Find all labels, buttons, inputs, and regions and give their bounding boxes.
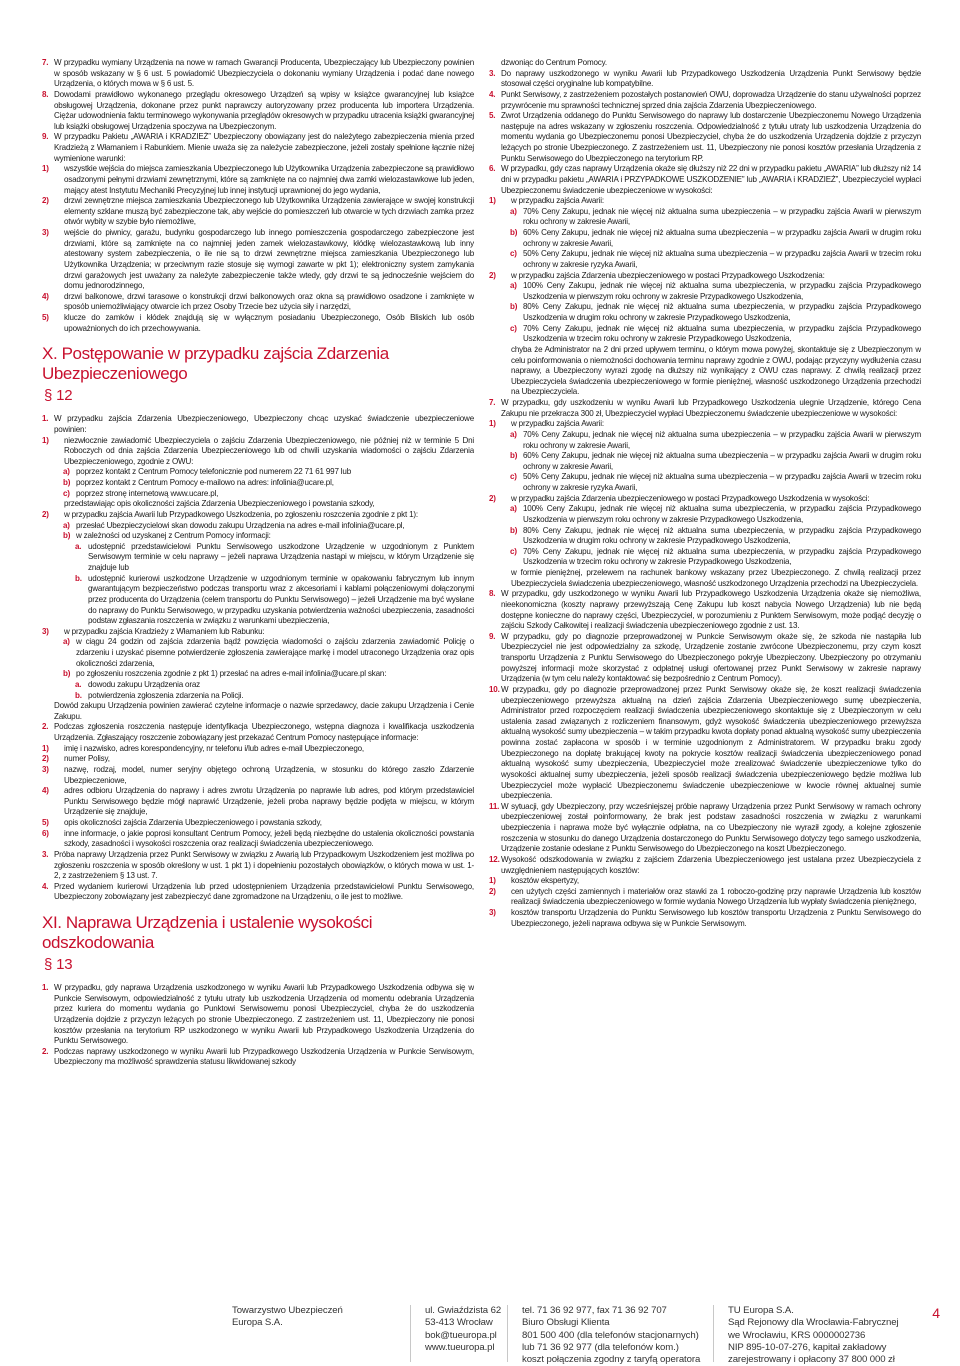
clause-number: a)	[510, 504, 517, 514]
clause	[489, 69, 921, 90]
clause	[42, 1047, 474, 1068]
clause	[489, 632, 921, 685]
clause-number: 2)	[42, 754, 49, 764]
clause-text: kosztów transportu Urządzenia do Punktu Serwisowego lub kosztów transportu Urządzenia z Punktu Serwisowego do Ubezpieczonego, jeżeli naprawa odbywa się w Punkcie Serwisowym.	[511, 908, 921, 928]
clause-number: b)	[63, 669, 71, 679]
clause	[489, 908, 921, 929]
footer-contact-line: 801 500 400 (dla telefonów stacjonarnych)	[522, 1329, 699, 1341]
clause-number: 7.	[42, 58, 49, 67]
clause-number: 3)	[42, 626, 49, 636]
clause-number: 2)	[42, 196, 49, 206]
clause	[42, 627, 474, 638]
footer-registry-line: TU Europa S.A.	[728, 1305, 794, 1316]
clause-text: Podczas naprawy uszkodzonego w wyniku Awarii lub Przypadkowego Uszkodzenia Urządzenia w Punkcie Serwisowym, Ubezpieczony ma możliwość sprawdzenia statusu likwidowanej szkody	[54, 1046, 474, 1067]
clause	[42, 786, 474, 818]
clause	[489, 430, 921, 451]
clause	[42, 818, 474, 829]
clause-text: cen użytych części zamiennych i materiałów oraz stawki za 1 roboczo-godzinę przy naprawie Urządzenia lub kosztów realizacji świadczenia ubezpieczeniowego w formie wydania Nowego Urządzenia lub wypłaty świadczenia pieniężnego,	[511, 886, 921, 907]
clause	[489, 58, 921, 69]
clause	[42, 754, 474, 765]
clause-text: w przypadku zajścia Kradzieży z Włamaniem lub Rabunku:	[64, 626, 265, 636]
clause-number: 6.	[489, 164, 496, 174]
clause-number: 1)	[489, 196, 496, 206]
clause-text: inne informacje, o jakie poprosi konsultant Centrum Pomocy, jeżeli będą niezbędne do ustalenia okoliczności powstania szkody, zasadności i wysokości roszczenia oraz realizacji świadczenia ubezpieczeniowego.	[64, 828, 474, 849]
clause-number: c)	[510, 472, 517, 482]
paragraph-number: § 13	[44, 956, 73, 973]
clause-text: klucze do zamków i kłódek znajdują się w wyłącznym posiadaniu Ubezpieczonego, Osób Bliskich lub osób upoważnionych do ich przechowywania.	[64, 313, 474, 333]
clause	[489, 345, 921, 398]
clause-text: W przypadku wymiany Urządzenia na nowe w ramach Gwarancji Producenta, Ubezpieczający lub Ubezpieczony powinien w sposób wskazany w § 6 ust. 5 powiadomić Ubezpieczyciela o dokonaniu wymiany Urządzenia i podać dane nowego Urządzenia, o których mowa w § 6 ust. 5.	[54, 58, 474, 89]
clause	[42, 680, 474, 691]
clause	[42, 58, 474, 90]
clause	[42, 574, 474, 627]
clause-text: 70% Ceny Zakupu, jednak nie więcej niż aktualna suma ubezpieczenia – w przypadku zajścia Awarii w pierwszym roku ochrony w zakresie Awarii,	[523, 429, 921, 450]
clause	[42, 510, 474, 521]
footer-registry-line: Sąd Rejonowy dla Wrocławia-Fabrycznej	[728, 1317, 899, 1329]
clause-number: 12.	[489, 854, 500, 864]
clause-number: 1)	[42, 435, 49, 445]
clause	[42, 164, 474, 196]
clause-number: 3)	[489, 908, 496, 917]
clause-number: 1)	[42, 743, 49, 753]
clause-number: b.	[75, 573, 82, 583]
clause-text: Dowodami prawidłowo wykonanego przeglądu okresowego Urządzeń są wpisy w książce gwarancyjnej lub książce obsługowej Urządzenia, dokonane przez punkt naprawczy autoryzowany przez producenta lub importera Urządzenia. Ciężar udowodnienia faktu terminowego wykonywania przeglądów okresowych w przypadku utracenia książki gwarancyjnej lub książki obsługowej Urządzenia spoczywa na Ubezpieczonym.	[54, 89, 474, 131]
clause-number: 3.	[489, 68, 496, 78]
clause-text: przesłać Ubezpieczycielowi skan dowodu zakupu Urządzenia na adres e-mail infolinia@ucare.pl,	[76, 520, 405, 530]
clause-text: W przypadku, gdy czas naprawy Urządzenia okaże się dłuższy niż 22 dni w przypadku pakietu „AWARIA” lub dłuższy niż 14 dni w przypadku pakietu „AWARIA i PRZYPADKOWE USZKODZENIE” lub „AWARIA i KRADZIEŻ”, Ubezpieczyciel wypłaci Ubezpieczonemu świadczenie ubezpieczeniowe w wysokości:	[501, 164, 921, 195]
clause	[42, 90, 474, 133]
footer-company	[232, 1305, 343, 1330]
right-column	[489, 58, 921, 1283]
clause-text: numer Polisy,	[64, 754, 110, 764]
clause	[42, 228, 474, 292]
clause-number: c)	[63, 488, 70, 498]
clause-number: b)	[510, 451, 518, 461]
footer-registry-line: zarejestrowany i opłacony 37 800 000 zł	[728, 1354, 895, 1366]
clause-text: dzwoniąc do Centrum Pomocy.	[501, 58, 607, 67]
clause	[489, 855, 921, 876]
clause-text: 60% Ceny Zakupu, jednak nie więcej niż aktualna suma ubezpieczenia – w przypadku zajścia Awarii w drugim roku ochrony w zakresie Awarii,	[523, 451, 921, 471]
clause-text: Zwrot Urządzenia oddanego do Punktu Serwisowego do naprawy lub dostarczenie Ubezpieczonemu Nowego Urządzenia następuje na adres wskazany w zgłoszeniu roszczenia. Odpowiedzialność z tytułu utraty lub uszkodzenia Urządzenia do momentu wydania go Ubezpieczonemu ponosi Ubezpieczyciel, chyba że do uszkodzenia Urządzenia dojdzie z przyczyn leżących po stronie Ubezpieczonego. Z zastrzeżeniem ust. 11, Ubezpieczony nie ponosi kosztów przesłania Urządzenia z Punktu Serwisowego do Ubezpieczonego na terytorium RP.	[501, 111, 921, 163]
clause	[42, 850, 474, 882]
clause	[42, 983, 474, 1047]
paragraph-number: § 12	[44, 387, 73, 405]
clause	[489, 685, 921, 802]
clause	[489, 271, 921, 282]
footer-contact-line: koszt połączenia zgodny z taryfą operatora	[522, 1354, 701, 1366]
clause	[42, 489, 474, 500]
clause-number: 4)	[42, 786, 49, 796]
clause-text: W przypadku, gdy uszkodzonego w wyniku Awarii lub Przypadkowego Uszkodzenia Urządzenia okaże się niemożliwa, nieekonomiczna (koszty naprawy przewyższają Cenę Zakupu lub koszt nabycia Nowego Urządzenia) lub nie będą dostępne konieczne do naprawy części, Ubezpieczyciel, w porozumieniu z Punktem Serwisowym, może podjąć decyzję o zajściu Szkody Całkowitej i realizacji świadczenia ubezpieczeniowego zgodnie z ust. 13.	[501, 589, 921, 631]
clause	[489, 876, 921, 887]
clause	[42, 436, 474, 468]
clause-text: 50% Ceny Zakupu, jednak nie więcej niż aktualna suma ubezpieczenia – w przypadku zajścia Awarii w trzecim roku ochrony w zakresie ryzyka Awarii,	[523, 472, 921, 492]
clause-number: 4)	[42, 291, 49, 301]
clause-text: w zależności od uzyskanej z Centrum Pomocy informacji:	[76, 531, 271, 541]
footer-registry	[728, 1305, 898, 1366]
clause	[42, 414, 474, 435]
footer-divider	[507, 1305, 508, 1362]
clause	[489, 228, 921, 249]
clause-number: b)	[510, 525, 518, 535]
clause-number: 5)	[42, 313, 49, 322]
clause-text: Punkt Serwisowy, z zastrzeżeniem pozostałych postanowień OWU, doprowadza Urządzenie do stanu używalności poprzez przywrócenie mu sprawności technicznej sprzed dnia zajścia Zdarzenia Ubezpieczeniowego.	[501, 89, 921, 110]
clause	[42, 499, 474, 510]
clause	[489, 207, 921, 228]
clause-number: 9.	[42, 132, 49, 142]
clause	[489, 472, 921, 493]
clause	[489, 568, 921, 589]
clause	[489, 494, 921, 505]
clause	[42, 701, 474, 722]
clause	[489, 802, 921, 855]
clause-text: 50% Ceny Zakupu, jednak nie więcej niż aktualna suma ubezpieczenia – w przypadku zajścia Awarii w trzecim roku ochrony w zakresie ryzyka Awarii,	[523, 249, 921, 269]
clause-text: w przypadku zajścia Awarii:	[511, 419, 604, 429]
clause-text: w formie pieniężnej, przelewem na rachunek bankowy wskazany przez Ubezpieczonego. Z chwilą realizacji przez Ubezpieczyciela świadczenia ubezpieczeniowego, własność uszkodzonego Urządzenia przechodzi na Ubezpieczyciela.	[511, 568, 921, 588]
clause-number: 6)	[42, 828, 49, 838]
clause	[42, 542, 474, 574]
clause-text: potwierdzenia zgłoszenia zdarzenia na Policji.	[88, 690, 244, 700]
clause-text: W sytuacji, gdy Ubezpieczony, przy wcześniejszej próbie naprawy Urządzenia przez Punkt Serwisowy w ramach ochrony ubezpieczeniowej został poinformowany, że brak jest podstaw zasadności roszczenia w związku z warunkami ubezpieczenia i naprawa może być wyłącznie odpłatna, na co Ubezpieczony nie wyraził zgody, a kolejne zgłoszenie roszczenia w stosunku do danego Urządzenia dostarczonego do Punktu Serwisowego dotyczy tego samego uszkodzenia, Urządzenie zostanie odesłane z Punktu Serwisowego do Ubezpieczonego na koszt Ubezpieczonego.	[501, 801, 921, 854]
footer-email-link[interactable]: bok@tueuropa.pl	[425, 1329, 497, 1341]
clause-number: 1)	[42, 164, 49, 174]
clause-text: w przypadku zajścia Awarii lub Przypadkowego Uszkodzenia, po zgłoszeniu roszczenia zgodnie z pkt 1):	[64, 509, 418, 519]
clause-number: 1.	[42, 414, 49, 424]
clause	[489, 302, 921, 323]
clause-text: niezwłocznie zawiadomić Ubezpieczyciela o zajściu Zdarzenia Ubezpieczeniowego, nie później niż w terminie 5 Dni Roboczych od dnia zajścia Zdarzenia Ubezpieczeniowego lub od chwili uzyskania wiadomości o zajściu Zdarzenia Ubezpieczeniowego, zgodnie z OWU:	[64, 435, 474, 466]
clause	[42, 744, 474, 755]
footer-contact	[522, 1305, 700, 1366]
clause	[489, 504, 921, 525]
clause-text: po zgłoszeniu roszczenia zgodnie z pkt 1) przesłać na adres e-mail infolinia@ucare.pl skan:	[76, 669, 387, 679]
clause-text: chyba że Administrator na 2 dni przed upływem terminu, o którym mowa powyżej, skontaktuje się z Ubezpieczonym w celu poinformowania o niemożności dochowania terminu naprawy zgodnie z OWU, podając przyczyny wydłużenia czasu naprawy, a Ubezpieczony wyrazi zgodę na dłuższy niż wynikający z OWU czas naprawy. Z chwilą realizacji przez Ubezpieczyciela świadczenia ubezpieczeniowego w formie pieniężnej, własność uszkodzonego Urządzenia przechodzi na Ubezpieczyciela.	[511, 344, 921, 397]
clause-number: c)	[510, 249, 517, 259]
clause-text: poprzez kontakt z Centrum Pomocy telefonicznie pod numerem 22 71 61 997 lub	[76, 467, 352, 477]
clause-number: b)	[63, 531, 71, 541]
clause-text: kosztów ekspertyzy,	[511, 876, 579, 886]
clause-number: 3.	[42, 849, 49, 859]
clause	[42, 637, 474, 669]
clause	[42, 292, 474, 313]
clause-text: W przypadku Pakietu „AWARIA i KRADZIEŻ” Ubezpieczony obowiązany jest do należytego zabezpieczenia mienia przed Kradzieżą z Włamaniem i Rabunkiem. Mienie uważa się za należycie zabezpieczone, jeżeli zostały spełnione łącznie niżej wymienione warunki:	[54, 132, 474, 163]
footer-address-line: ul. Gwiaździsta 62	[425, 1305, 502, 1316]
clause	[489, 419, 921, 430]
footer-contact-line: lub 71 36 92 977 (dla telefonów kom.)	[522, 1341, 679, 1353]
clause-number: 5.	[489, 111, 496, 121]
clause	[42, 132, 474, 164]
clause	[489, 281, 921, 302]
clause	[42, 467, 474, 478]
clause-number: 10.	[489, 684, 500, 694]
clause-text: 80% Ceny Zakupu, jednak nie więcej niż aktualna suma ubezpieczenia, w przypadku zajścia Przypadkowego Uszkodzenia w drugim roku ochrony w zakresie Przypadkowego Uszkodzenia,	[523, 525, 921, 546]
clause-number: 1)	[489, 876, 496, 886]
clause-text: w przypadku zajścia Awarii:	[511, 196, 604, 206]
clause-number: 4.	[42, 881, 49, 891]
clause-text: udostępnić kurierowi uszkodzone Urządzenie w uzgodnionym terminie w opakowaniu fabrycznym lub innym gwarantującym bezpieczeństwo podczas transportu wraz z akcesoriami i kablami połączeniowymi dołączonymi przez producenta do Urządzenia (celem transportu do Punktu Serwisowego) – jeżeli Urządzenie ma być wysłane do naprawy do Punktu Serwisowego, w przypadku uzyskania potwierdzenia ważności ubezpieczenia, zasadności podstaw zgłaszania roszczenia w związku z warunkami ubezpieczenia,	[88, 573, 474, 626]
footer-divider	[410, 1305, 411, 1362]
clause-text: W przypadku, gdy po diagnozie przeprowadzonej w Punkcie Serwisowym okaże się, że szkoda nie nastąpiła lub Ubezpieczyciel nie jest odpowiedzialny za szkodę, Urządzenie zostanie zwrócone Ubezpieczonemu, przy czym koszt transportu Urządzenia z Punktu Serwisowego do Ubezpieczonego pokryje Ubezpieczony. Ubezpieczony po otrzymaniu powyższej informacji może skorzystać z odpłatnej usługi ofertowanej przez Punkt Serwisowy w zakresie naprawy Urządzenia (w tym celu należy kontaktować się bezpośrednio z Centrum Pomocy).	[501, 631, 921, 684]
footer-registry-line: NIP 895-10-07-276, kapitał zakładowy	[728, 1341, 887, 1353]
section-heading: X. Postępowanie w przypadku zajścia Zdarzenia Ubezpieczeniowego	[42, 344, 389, 384]
clause	[489, 90, 921, 111]
clause-text: udostępnić przedstawicielowi Punktu Serwisowego uszkodzone Urządzenie w uzgodnionym z Punktem Serwisowym terminie w celu naprawy – jeżeli naprawa Urządzenia nastąpi w miejscu, w którym Urządzenie się znajduje lub	[88, 541, 474, 572]
footer-contact-line: Biuro Obsługi Klienta	[522, 1317, 610, 1329]
clause-text: W przypadku, gdy naprawa Urządzenia uszkodzonego w wyniku Awarii lub Przypadkowego Uszkodzenia odbywa się w Punkcie Serwisowym, odpowiedzialność z tytułu utraty lub uszkodzenia Urządzenia od momentu odebrania Urządzenia przez kuriera do momentu wydania go Punktowi Serwisowemu ponosi Ubezpieczyciel, chyba że do uszkodzenia Urządzenia dojdzie z przyczyn leżących po stronie Ubezpieczonego. Z zastrzeżeniem ust. 11, Ubezpieczony nie ponosi kosztów przesłania na terytorium RP uszkodzonego w wyniku Awarii lub Przypadkowego Uszkodzenia Urządzenia do Punktu Serwisowego.	[54, 983, 474, 1046]
clause-number: 8.	[489, 589, 496, 599]
clause-number: c)	[510, 546, 517, 556]
footer-contact-line: tel. 71 36 92 977, fax 71 36 92 707	[522, 1305, 667, 1316]
clause-text: Dowód zakupu Urządzenia powinien zawierać czytelne informacje o nazwie sprzedawcy, dacie zakupu Urządzenia i Cenie Zakupu.	[54, 701, 474, 721]
clause-text: drzwi balkonowe, drzwi tarasowe o konstrukcji drzwi balkonowych oraz okna są prawidłowo osadzone i zamknięte w sposób uniemożliwiający otwarcie ich przez Osoby Trzecie bez użycia siły i narzędzi,	[64, 291, 474, 312]
footer-company-line: Europa S.A.	[232, 1317, 283, 1329]
clause	[42, 669, 474, 680]
clause	[42, 531, 474, 542]
clause	[489, 887, 921, 908]
clause-text: 70% Ceny Zakupu, jednak nie więcej niż aktualna suma ubezpieczenia – w przypadku zajścia Awarii w pierwszym roku ochrony w zakresie Awarii,	[523, 206, 921, 227]
page-number: 4	[932, 1305, 940, 1321]
clause-text: 80% Ceny Zakupu, jednak nie więcej niż aktualna suma ubezpieczenia, w przypadku zajścia Przypadkowego Uszkodzenia w drugim roku ochrony w zakresie Przypadkowego Uszkodzenia,	[523, 302, 921, 322]
clause-number: a)	[63, 637, 70, 647]
clause-text: Wysokość odszkodowania w związku z zajściem Zdarzenia Ubezpieczeniowego jest ustalana przez Ubezpieczyciela z uwzględnieniem następujących kosztów:	[501, 854, 921, 875]
clause-text: wszystkie wejścia do miejsca zamieszkania Ubezpieczonego lub Użytkownika Urządzenia zabezpieczone są prawidłowo osadzonymi pełnymi drzwiami zewnętrznymi, które są zamknięte na co najmniej dwa zamki wielozastawkowe lub jeden, mający atest Instytutu Mechaniki Precyzyjnej lub innej instytucji uprawnionej do jego wydania,	[64, 164, 474, 195]
clause-number: b.	[75, 690, 82, 700]
clause	[489, 249, 921, 270]
clause-text: w przypadku zajścia Zdarzenia ubezpieczeniowego w postaci Przypadkowego Uszkodzenia w wysokości:	[511, 493, 870, 503]
clause-text: W przypadku zajścia Zdarzenia Ubezpieczeniowego, Ubezpieczony chcąc uzyskać świadczenie ubezpieczeniowe powinien:	[54, 414, 474, 434]
clause-text: Próba naprawy Urządzenia przez Punkt Serwisowy w związku z Awarią lub Przypadkowym Uszkodzeniem jest możliwa po zgłoszeniu roszczenia w sposób określony w ust. 1 pkt 1) i dopełnieniu pozostałych obowiązków, o których mowa w ust. 1-2, z zastrzeżeniem § 13 ust. 7.	[54, 849, 474, 881]
clause-number: a)	[510, 206, 517, 216]
footer-divider	[713, 1305, 714, 1362]
clause-text: poprzez kontakt z Centrum Pomocy e-mailowo na adres: infolinia@ucare.pl,	[76, 478, 334, 487]
clause-text: przedstawiając opis okoliczności zajścia Zdarzenia Ubezpieczeniowego i powstania szkody,	[64, 499, 375, 509]
section-heading: XI. Naprawa Urządzenia i ustalenie wysokości odszkodowania	[42, 913, 373, 952]
left-column	[42, 58, 474, 1281]
clause-text: nazwę, rodzaj, model, numer seryjny objętego ochroną Urządzenia, w stosunku do którego zaszło Zdarzenie Ubezpieczeniowe,	[64, 764, 474, 785]
footer-company-line: Towarzystwo Ubezpieczeń	[232, 1305, 343, 1316]
clause-number: a)	[63, 467, 70, 477]
clause	[489, 196, 921, 207]
clause-number: a.	[75, 541, 82, 551]
clause	[42, 478, 474, 489]
clause-text: poprzez stronę internetową www.ucare.pl,	[76, 488, 219, 498]
clause-number: 2)	[42, 509, 49, 519]
clause	[489, 164, 921, 196]
clause-number: 4.	[489, 89, 496, 99]
clause-text: w przypadku zajścia Zdarzenia ubezpieczeniowego w postaci Przypadkowego Uszkodzenia:	[511, 270, 825, 280]
clause-number: 5)	[42, 818, 49, 827]
clause	[489, 398, 921, 419]
clause-text: W przypadku, gdy po diagnozie przeprowadzonej przez Punkt Serwisowy okaże się, że koszt realizacji świadczenia ubezpieczeniowego przewyższa aktualną na dzień zajścia Zdarzenia Ubezpieczeniowego sumę ubezpieczenia, Administrator przed rozpoczęciem realizacji świadczenia ubezpieczeniowego skontaktuje się z Ubezpieczonym w celu ustalenia zasad związanych z rozliczeniem finansowym, gdyż wysokość świadczenia ubezpieczeniowego przewyższa aktualną wysokość sumy ubezpieczenia – w takim przypadku kwota dopłaty ponad aktualną wysokość sumy ubezpieczenia powinna zostać zapłacona w sposób i w terminie uzgodnionym z Administratorem. W przypadku braku zgody Ubezpieczonego na dopłatę brakującej kwoty na pokrycie kosztów realizacji świadczenia ubezpieczeniowego ponad aktualną wysokość sumy ubezpieczenia, Ubezpieczyciel może zrealizować świadczenie ubezpieczeniowe tylko do wysokości aktualnej sumy ubezpieczenia, jeżeli sposób realizacji świadczenia ubezpieczeniowego będzie możliwa lub Ubezpieczyciel może wypłacić Ubezpieczonemu świadczenie ubezpieczeniowe w kwocie równej aktualnej sumie ubezpieczenia.	[501, 684, 921, 801]
clause-number: 8.	[42, 89, 49, 99]
clause-number: 7.	[489, 398, 496, 407]
clause-number: a)	[63, 520, 70, 530]
clause	[42, 691, 474, 702]
clause-number: 9.	[489, 631, 496, 641]
clause	[42, 882, 474, 903]
footer-address-line: 53-413 Wrocław	[425, 1317, 493, 1329]
clause-text: opis okoliczności zajścia Zdarzenia Ubezpieczeniowego i powstania szkody,	[64, 818, 322, 827]
clause-number: 2)	[489, 270, 496, 280]
clause-text: 100% Ceny Zakupu, jednak nie więcej niż aktualna suma ubezpieczenia, w przypadku zajścia Przypadkowego Uszkodzenia w pierwszym roku ochrony w zakresie Przypadkowego Uszkodzenia,	[523, 504, 921, 524]
clause-text: w ciągu 24 godzin od zajścia zdarzenia bądź powzięcia wiadomości o zajściu zdarzenia zawiadomić Policję o zdarzeniu i uzyskać pisemne potwierdzenie zgłoszenia zawierające markę i model utraconego Urządzenia oraz opis okoliczności zdarzenia,	[76, 637, 474, 668]
clause-number: b)	[510, 228, 518, 237]
clause-text: Podczas zgłoszenia roszczenia następuje identyfikacja Ubezpieczonego, wstępna diagnoza i kwalifikacja uszkodzenia Urządzenia. Zgłaszający roszczenie zobowiązany jest przekazać Centrum Pomocy następujące informacje:	[54, 722, 474, 742]
clause-text: W przypadku, gdy uszkodzeniu w wyniku Awarii lub Przypadkowego Uszkodzenia ulegnie Urządzenie, którego Cena Zakupu nie przekracza 300 zł, Ubezpieczyciel wypłaci Ubezpieczonemu świadczenie ubezpieczeniowe w wysokości:	[501, 398, 921, 418]
clause-number: a)	[510, 281, 517, 291]
clause	[489, 451, 921, 472]
clause-text: imię i nazwisko, adres korespondencyjny, nr telefonu i/lub adres e-mail Ubezpieczonego,	[64, 743, 364, 753]
clause-text: Przed wydaniem kurierowi Urządzenia lub przed udostępnieniem Urządzenia przedstawicielowi Punktu Serwisowego, Ubezpieczony zobowiązany jest zabezpieczyć dane zgromadzone na Urządzeniu, o ile jest to możliwe.	[54, 881, 474, 902]
clause-number: 2.	[42, 1046, 49, 1056]
clause-text: Do naprawy uszkodzonego w wyniku Awarii lub Przypadkowego Uszkodzenia Urządzenia Punkt Serwisowy będzie stosował części oryginalne lub kompatybilne.	[501, 68, 921, 89]
clause-text: 70% Ceny Zakupu, jednak nie więcej niż aktualna suma ubezpieczenia, w przypadku zajścia Przypadkowego Uszkodzenia w trzecim roku ochrony w zakresie Przypadkowego Uszkodzenia,	[523, 323, 921, 344]
footer-registry-line: we Wrocławiu, KRS 0000002736	[728, 1329, 866, 1341]
clause-text: dowodu zakupu Urządzenia oraz	[88, 679, 200, 689]
clause	[42, 722, 474, 743]
clause	[42, 196, 474, 228]
footer-website-link[interactable]: www.tueuropa.pl	[425, 1341, 495, 1353]
clause	[42, 765, 474, 786]
clause-text: 100% Ceny Zakupu, jednak nie więcej niż aktualna suma ubezpieczenia, w przypadku zajścia Przypadkowego Uszkodzenia w pierwszym roku ochrony w zakresie Przypadkowego Uszkodzenia,	[523, 281, 921, 301]
clause-number: 3)	[42, 764, 49, 774]
clause-number: a)	[510, 429, 517, 439]
clause	[489, 547, 921, 568]
clause	[42, 829, 474, 850]
clause-number: 1)	[489, 419, 496, 429]
clause-number: 11.	[489, 801, 500, 811]
clause-number: a.	[75, 679, 82, 689]
clause-number: b)	[63, 478, 71, 487]
clause-number: c)	[510, 323, 517, 333]
clause	[489, 526, 921, 547]
clause-number: 2)	[489, 493, 496, 503]
clause-number: 2.	[42, 722, 49, 732]
clause-number: b)	[510, 302, 518, 312]
clause-text: wejście do piwnicy, garażu, budynku gospodarczego lub innego pomieszczenia gospodarczego zabezpieczone jest drzwiami, które są zamknięte na co najmniej jeden zamek wielozastawkowy, kłódkę wielozastawkową lub inny atestowany system zabezpieczenia, o ile nie są to drzwi zewnętrzne miejsca zamieszkania Ubezpieczonego lub Użytkownika Urządzenia; w przeciwnym razie stosuje się wymogi zawarte w pkt 1); elektroniczny system zamykania drzwi garażowych jest uważany za należyte zabezpieczenie także wtedy, gdy drzwi te są jednocześnie wejściem do domu jednorodzinnego,	[64, 228, 474, 291]
clause-number: 1.	[42, 983, 49, 992]
clause	[42, 313, 474, 334]
clause	[489, 111, 921, 164]
clause-text: 60% Ceny Zakupu, jednak nie więcej niż aktualna suma ubezpieczenia – w przypadku zajścia Awarii w drugim roku ochrony w zakresie Awarii,	[523, 228, 921, 248]
clause-number: 3)	[42, 228, 49, 237]
clause	[489, 589, 921, 632]
clause-text: drzwi zewnętrzne miejsca zamieszkania Ubezpieczonego lub Użytkownika Urządzenia zawierające w swojej konstrukcji elementy szklane muszą być zabezpieczone tak, aby wejście do pomieszczeń lub otwarcie w tych drzwiach zamka przez otwór wybity w szybie było niemożliwe,	[64, 196, 474, 227]
clause-text: adres odbioru Urządzenia do naprawy i adres zwrotu Urządzenia po naprawie lub adres, pod którym przedstawiciel Punktu Serwisowego będzie mógł naprawić Urządzenie, jeżeli proba naprawy będzie podjęta w miejscu, w którym Urządzenie się znajduje,	[64, 786, 474, 817]
clause	[489, 324, 921, 345]
clause-number: 2)	[489, 886, 496, 896]
clause-text: 70% Ceny Zakupu, jednak nie więcej niż aktualna suma ubezpieczenia, w przypadku zajścia Przypadkowego Uszkodzenia w trzecim roku ochrony w zakresie Przypadkowego Uszkodzenia,	[523, 546, 921, 567]
clause	[42, 521, 474, 532]
